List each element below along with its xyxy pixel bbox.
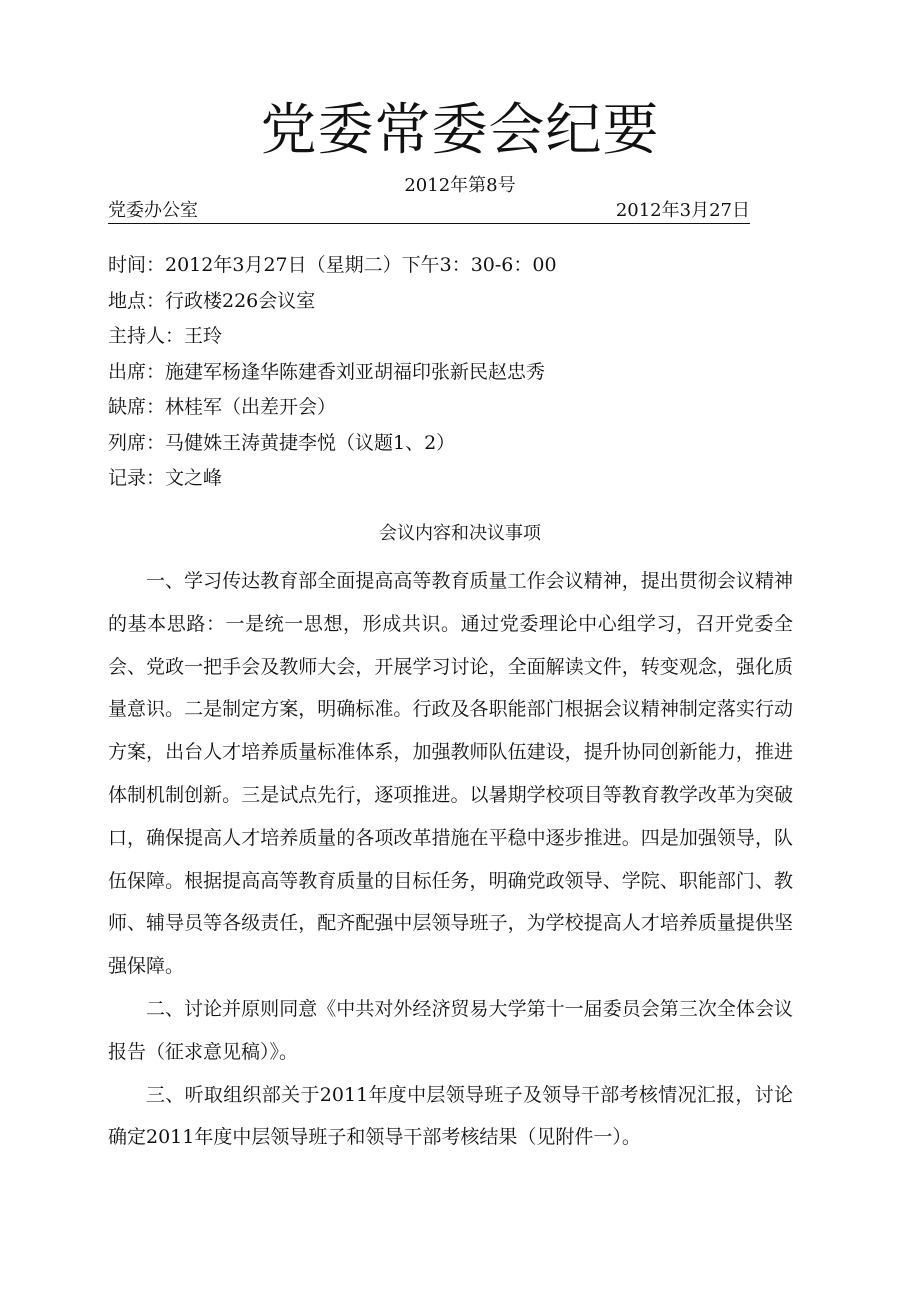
meeting-absent: 缺席：林桂军（出差开会） (108, 396, 337, 418)
meeting-attendees: 出席：施建军杨逢华陈建香刘亚胡福印张新民赵忠秀 (108, 360, 546, 383)
issuing-office: 党委办公室 (108, 200, 198, 221)
issue-number: 2012年第8号 (404, 175, 516, 196)
meeting-location: 地点：行政楼226会议室 (108, 289, 316, 312)
header-line (108, 199, 750, 224)
meeting-host: 主持人：王玲 (108, 325, 223, 347)
meeting-info (108, 250, 808, 499)
meeting-time: 时间：2012年3月27日（星期二）下午3：30-6：00 (108, 254, 557, 276)
paragraph-2: 二、讨论并原则同意《中共对外经济贸易大学第十一届委员会第三次全体会议报告（征求意见稿）》。 (108, 997, 793, 1063)
document-title: 党委常委会纪要 (260, 98, 660, 163)
meeting-observers: 列席：马健姝王涛黄捷李悦（议题1、2） (108, 431, 456, 454)
section-heading: 会议内容和决议事项 (379, 523, 541, 544)
issue-date: 2012年3月27日 (615, 200, 750, 221)
paragraph-1: 一、学习传达教育部全面提高高等教育质量工作会议精神，提出贯彻会议精神的基本思路：一是统一思想，形成共识。通过党委理论中心组学习，召开党委全会、党政一把手会及教师大会，开展学习讨论，全面解读文件，转变观念，强化质量意识。二是制定方案，明确标准。行政及各职能部门根据会议精神制定落实行动方案，出台人才培养质量标准体系，加强教师队伍建设，提升协同创新能力，推进体制机制创新。三是试点先行，逐项推进。以暑期学校项目等教育教学改革为突破口，确保提高人才培养质量的各项改革措施在平稳中逐步推进。四是加强领导，队伍保障。根据提高高等教育质量的目标任务，明确党政领导、学院、职能部门、教师、辅导员等各级责任，配齐配强中层领导班子，为学校提高人才培养质量提供坚强保障。 (108, 570, 793, 978)
paragraph-3: 三、听取组织部关于2011年度中层领导班子及领导干部考核情况汇报，讨论确定2011年度中层领导班子和领导干部考核结果（见附件一）。 (108, 1083, 793, 1149)
meeting-recorder: 记录：文之峰 (108, 467, 223, 489)
minutes-body (108, 560, 793, 1159)
